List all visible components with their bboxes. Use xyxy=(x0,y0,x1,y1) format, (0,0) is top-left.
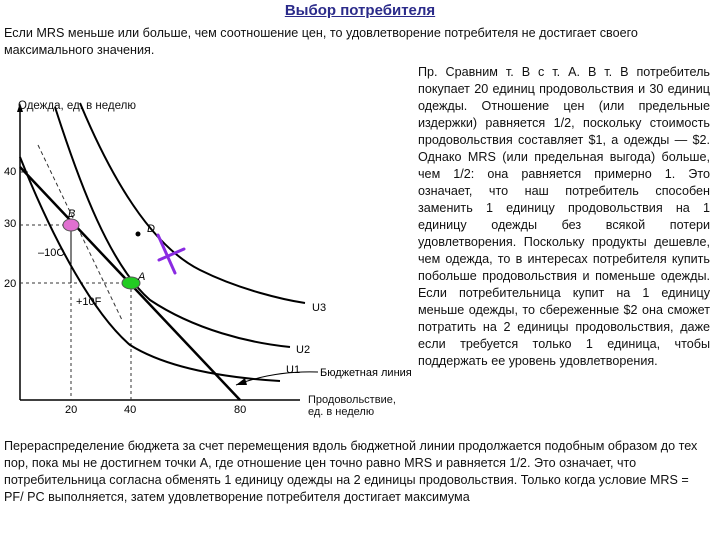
conclusion-paragraph: Перераспределение бюджета за счет перемещения вдоль бюджетной линии продолжается подобным образом до тех пор, пока мы не достигнем точки А, где отношение цен точно равно MRS и равняется 1/2. Это означает, что потребительница согласна обменять 1 единицу одежды на 2 единицы продовольствия. Только когда условие MRS = PF/ PC выполняется, затем удовлетворение потребителя достигает максимума xyxy=(4,439,698,504)
x-tick-20: 20 xyxy=(65,404,78,416)
budget-line-label: Бюджетная линия xyxy=(320,367,412,379)
y-tick-30: 30 xyxy=(4,218,17,230)
intro-paragraph: Если MRS меньше или больше, чем соотношение цен, то удовлетворение потребителя не достигает своего максимального значения. xyxy=(4,26,638,57)
indifference-curve-u1 xyxy=(20,157,280,381)
consumer-choice-graph xyxy=(0,95,420,425)
example-paragraph: Пр. Сравним т. В с т. А. В т. В потребитель покупает 20 единиц продовольствия и 30 единиц одежды. Отношение цен (или предельные издержки) равняется 1/2, поскольку стоимость продовольствия составляет $1, а одежды — $2. Однако MRS (или предельная выгода) больше, чем 1/2: она равняется примерно 1. Это означает, что наш потребитель способен заменить 1 единицу продовольствия на 1 единицу одежды без всякой потери удовлетворения. Поскольку продукты дешевле, чем одежда, то в интересах потребителя купить побольше продовольствия и поменьше одежды. Если потребительница купит на 1 единицу меньше одежды, то сбереженные $2 она сможет потратить на 2 единицы продовольствия, даже если требуется только 1 единица, чтобы поддержать ее уровень удовлетворения. xyxy=(418,65,710,368)
point-a-label: A xyxy=(138,271,146,283)
y-tick-20: 20 xyxy=(4,278,17,290)
tangent-at-b xyxy=(38,145,122,320)
point-d-label: D xyxy=(147,223,155,235)
y-tick-40: 40 xyxy=(4,166,17,178)
x-axis-label-line2: ед. в неделю xyxy=(308,406,375,418)
point-d xyxy=(136,232,141,237)
curve-label-u2: U2 xyxy=(296,344,311,356)
curve-label-u3: U3 xyxy=(312,302,327,314)
cross-mark xyxy=(158,235,184,273)
point-b-label: B xyxy=(68,208,76,220)
x-tick-40: 40 xyxy=(124,404,137,416)
curve-label-u1: U1 xyxy=(286,364,301,376)
food-change-label: +10F xyxy=(76,296,102,308)
y-axis-label: Одежда, ед. в неделю xyxy=(18,100,136,112)
clothing-change-label: –10C xyxy=(38,247,65,259)
page-title: Выбор потребителя xyxy=(284,2,436,19)
indifference-curve-u2 xyxy=(55,107,290,347)
point-b xyxy=(63,219,79,231)
indifference-curve-u3 xyxy=(80,103,305,303)
x-tick-80: 80 xyxy=(234,404,247,416)
x-axis-label-line1: Продовольствие, xyxy=(308,394,396,406)
